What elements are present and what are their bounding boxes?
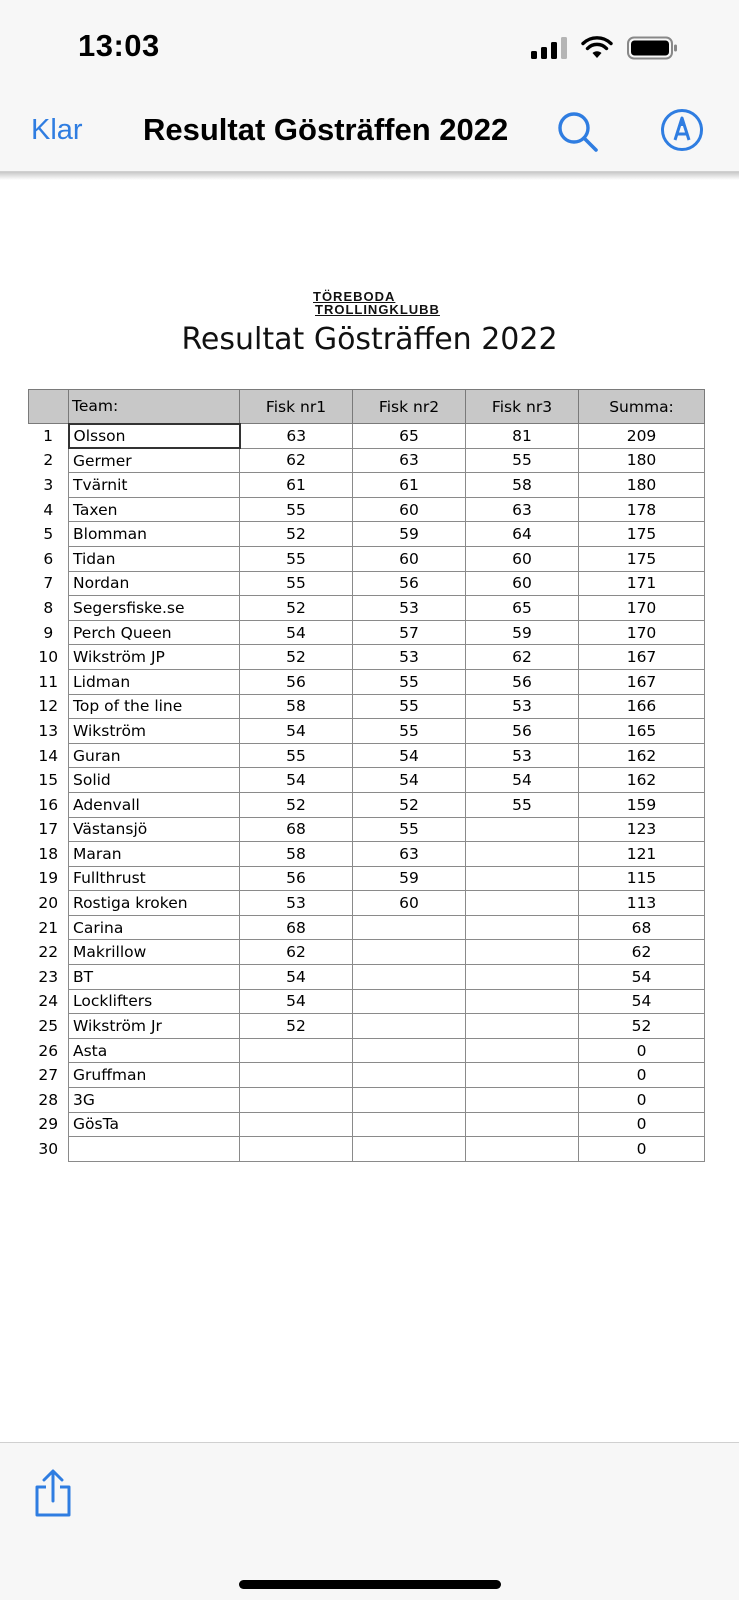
sum-cell: 175 [579,546,705,571]
row-number: 16 [29,792,69,817]
fisk3-cell [466,1112,579,1137]
fisk3-cell [466,965,579,990]
fisk2-cell: 55 [353,817,466,842]
fisk2-cell: 60 [353,546,466,571]
fisk2-cell [353,1063,466,1088]
table-row [29,546,705,571]
team-cell: Asta [69,1038,240,1063]
team-cell: Västansjö [69,817,240,842]
fisk1-cell: 55 [240,497,353,522]
team-cell: Gruffman [69,1063,240,1088]
fisk1-cell: 58 [240,842,353,867]
row-number-header [29,390,69,424]
fisk1-cell: 55 [240,743,353,768]
row-number: 11 [29,669,69,694]
team-cell: GösTa [69,1112,240,1137]
fisk1-cell: 54 [240,768,353,793]
team-cell: Tidan [69,546,240,571]
cellular-signal-icon [531,37,567,59]
fisk2-cell [353,1014,466,1039]
fisk1-cell: 55 [240,571,353,596]
row-number: 10 [29,645,69,670]
done-button[interactable]: Klar [31,114,83,146]
team-cell: Olsson [69,424,240,449]
team-cell: Top of the line [69,694,240,719]
home-indicator[interactable] [239,1580,501,1589]
row-number: 7 [29,571,69,596]
team-cell: Fullthrust [69,866,240,891]
markup-icon[interactable] [660,108,704,152]
sum-cell: 54 [579,965,705,990]
nav-bar [0,88,739,172]
fisk3-cell: 60 [466,571,579,596]
fisk1-cell: 54 [240,719,353,744]
fisk2-cell: 54 [353,768,466,793]
fisk3-cell [466,915,579,940]
fisk1-cell: 53 [240,891,353,916]
table-row [29,1038,705,1063]
fisk3-cell [466,1038,579,1063]
fisk3-cell: 55 [466,448,579,473]
sum-cell: 166 [579,694,705,719]
battery-icon [627,36,679,60]
fisk2-cell [353,940,466,965]
fisk3-cell [466,1137,579,1162]
fisk1-cell: 52 [240,522,353,547]
row-number: 15 [29,768,69,793]
fisk1-cell: 56 [240,669,353,694]
fisk3-cell: 60 [466,546,579,571]
table-row [29,1137,705,1162]
fisk2-cell [353,1137,466,1162]
team-cell: Makrillow [69,940,240,965]
team-cell: Rostiga kroken [69,891,240,916]
team-cell: Solid [69,768,240,793]
sum-cell: 162 [579,743,705,768]
fisk3-cell [466,1014,579,1039]
sum-cell: 0 [579,1038,705,1063]
fisk2-cell: 53 [353,596,466,621]
row-number: 25 [29,1014,69,1039]
table-row [29,448,705,473]
fisk2-cell: 60 [353,891,466,916]
fisk2-cell: 59 [353,866,466,891]
team-cell: Germer [69,448,240,473]
fisk1-cell: 58 [240,694,353,719]
fisk2-cell: 65 [353,424,466,449]
row-number: 2 [29,448,69,473]
document-title: Resultat Gösträffen 2022 [181,322,558,357]
sum-cell: 123 [579,817,705,842]
table-row [29,473,705,498]
team-cell: Tvärnit [69,473,240,498]
fisk3-cell: 59 [466,620,579,645]
table-row [29,965,705,990]
table-row [29,792,705,817]
table-row [29,817,705,842]
nav-title: Resultat Gösträffen 2022 [143,112,509,147]
fisk2-cell: 55 [353,694,466,719]
logo-line-2: TROLLINGKLUBB [315,302,440,317]
sum-cell: 0 [579,1137,705,1162]
sum-cell: 159 [579,792,705,817]
fisk1-header: Fisk nr1 [240,390,353,424]
table-row [29,620,705,645]
fisk1-cell [240,1038,353,1063]
results-table [28,389,705,1162]
row-number: 29 [29,1112,69,1137]
table-header-row [29,390,705,424]
sum-cell: 121 [579,842,705,867]
fisk1-cell [240,1088,353,1113]
logo-line-1: TÖREBODA [313,289,396,304]
fisk2-cell [353,1088,466,1113]
sum-cell: 62 [579,940,705,965]
team-cell: Guran [69,743,240,768]
sum-cell: 0 [579,1063,705,1088]
fisk2-cell: 54 [353,743,466,768]
table-row [29,719,705,744]
table-row [29,497,705,522]
fisk2-cell [353,989,466,1014]
fisk1-cell [240,1112,353,1137]
team-cell: Wikström Jr [69,1014,240,1039]
row-number: 9 [29,620,69,645]
fisk1-cell: 63 [240,424,353,449]
sum-cell: 0 [579,1088,705,1113]
table-row [29,522,705,547]
fisk2-cell: 59 [353,522,466,547]
sum-cell: 180 [579,473,705,498]
fisk3-cell: 54 [466,768,579,793]
fisk3-cell: 62 [466,645,579,670]
sum-cell: 178 [579,497,705,522]
fisk3-cell: 53 [466,694,579,719]
share-icon[interactable] [32,1469,74,1519]
row-number: 5 [29,522,69,547]
row-number: 12 [29,694,69,719]
fisk1-cell: 52 [240,792,353,817]
sum-cell: 115 [579,866,705,891]
team-cell: Blomman [69,522,240,547]
fisk2-cell: 63 [353,448,466,473]
team-cell: Locklifters [69,989,240,1014]
row-number: 4 [29,497,69,522]
results-body [29,424,705,1162]
table-row [29,989,705,1014]
row-number: 14 [29,743,69,768]
row-number: 24 [29,989,69,1014]
team-cell [69,1137,240,1162]
fisk3-cell: 56 [466,719,579,744]
fisk1-cell: 52 [240,1014,353,1039]
row-number: 19 [29,866,69,891]
fisk3-cell: 53 [466,743,579,768]
fisk2-cell [353,1038,466,1063]
sum-cell: 54 [579,989,705,1014]
table-row [29,669,705,694]
fisk1-cell: 68 [240,817,353,842]
table-row [29,940,705,965]
team-cell: BT [69,965,240,990]
fisk1-cell: 55 [240,546,353,571]
row-number: 21 [29,915,69,940]
search-icon[interactable] [556,110,600,154]
fisk2-header: Fisk nr2 [353,390,466,424]
sum-cell: 167 [579,645,705,670]
fisk1-cell: 61 [240,473,353,498]
fisk1-cell: 68 [240,915,353,940]
fisk3-cell [466,891,579,916]
club-logo [313,290,463,326]
fisk3-cell: 65 [466,596,579,621]
row-number: 27 [29,1063,69,1088]
fisk3-cell: 56 [466,669,579,694]
team-cell: Maran [69,842,240,867]
team-cell: Adenvall [69,792,240,817]
fisk1-cell: 62 [240,448,353,473]
row-number: 13 [29,719,69,744]
table-row [29,571,705,596]
row-number: 1 [29,424,69,449]
fisk1-cell: 54 [240,965,353,990]
row-number: 6 [29,546,69,571]
table-row [29,1014,705,1039]
row-number: 30 [29,1137,69,1162]
fisk2-cell: 61 [353,473,466,498]
table-row [29,891,705,916]
nav-divider [0,172,739,180]
fisk3-cell: 55 [466,792,579,817]
fisk1-cell: 54 [240,620,353,645]
sum-cell: 167 [579,669,705,694]
table-row [29,743,705,768]
sum-cell: 170 [579,596,705,621]
row-number: 20 [29,891,69,916]
fisk1-cell: 52 [240,596,353,621]
fisk3-cell [466,1088,579,1113]
sum-cell: 175 [579,522,705,547]
team-cell: Carina [69,915,240,940]
sum-cell: 180 [579,448,705,473]
sum-header: Summa: [579,390,705,424]
sum-cell: 68 [579,915,705,940]
row-number: 23 [29,965,69,990]
team-cell: Wikström JP [69,645,240,670]
table-row [29,596,705,621]
fisk3-header: Fisk nr3 [466,390,579,424]
status-icons [531,36,679,60]
sum-cell: 113 [579,891,705,916]
table-row [29,1112,705,1137]
sum-cell: 165 [579,719,705,744]
team-cell: Segersfiske.se [69,596,240,621]
fisk1-cell: 54 [240,989,353,1014]
fisk3-cell [466,866,579,891]
fisk2-cell [353,915,466,940]
fisk1-cell: 62 [240,940,353,965]
wifi-icon [581,36,613,60]
fisk3-cell [466,1063,579,1088]
fisk3-cell [466,817,579,842]
row-number: 8 [29,596,69,621]
status-bar [0,0,739,88]
row-number: 26 [29,1038,69,1063]
sum-cell: 52 [579,1014,705,1039]
team-cell: Perch Queen [69,620,240,645]
table-row [29,768,705,793]
fisk1-cell [240,1063,353,1088]
fisk2-cell [353,965,466,990]
fisk2-cell: 55 [353,719,466,744]
team-header: Team: [69,390,240,424]
fisk2-cell: 57 [353,620,466,645]
table-row [29,694,705,719]
table-row [29,645,705,670]
sum-cell: 209 [579,424,705,449]
fisk2-cell: 52 [353,792,466,817]
fisk3-cell: 81 [466,424,579,449]
fisk2-cell [353,1112,466,1137]
status-time: 13:03 [78,28,160,63]
fisk1-cell [240,1137,353,1162]
fisk2-cell: 55 [353,669,466,694]
bottom-toolbar [0,1442,739,1600]
sum-cell: 170 [579,620,705,645]
table-row [29,1063,705,1088]
fisk3-cell [466,940,579,965]
fisk1-cell: 56 [240,866,353,891]
fisk1-cell: 52 [240,645,353,670]
table-row [29,866,705,891]
sum-cell: 162 [579,768,705,793]
fisk2-cell: 60 [353,497,466,522]
team-cell: Wikström [69,719,240,744]
row-number: 3 [29,473,69,498]
row-number: 22 [29,940,69,965]
fisk3-cell: 64 [466,522,579,547]
team-cell: Nordan [69,571,240,596]
fisk2-cell: 63 [353,842,466,867]
team-cell: Taxen [69,497,240,522]
sum-cell: 171 [579,571,705,596]
table-row [29,1088,705,1113]
fisk3-cell: 58 [466,473,579,498]
table-row [29,842,705,867]
table-row [29,424,705,449]
sum-cell: 0 [579,1112,705,1137]
team-cell: 3G [69,1088,240,1113]
row-number: 28 [29,1088,69,1113]
table-row [29,915,705,940]
row-number: 18 [29,842,69,867]
fisk3-cell: 63 [466,497,579,522]
fisk2-cell: 53 [353,645,466,670]
fisk3-cell [466,989,579,1014]
fisk3-cell [466,842,579,867]
row-number: 17 [29,817,69,842]
team-cell: Lidman [69,669,240,694]
fisk2-cell: 56 [353,571,466,596]
